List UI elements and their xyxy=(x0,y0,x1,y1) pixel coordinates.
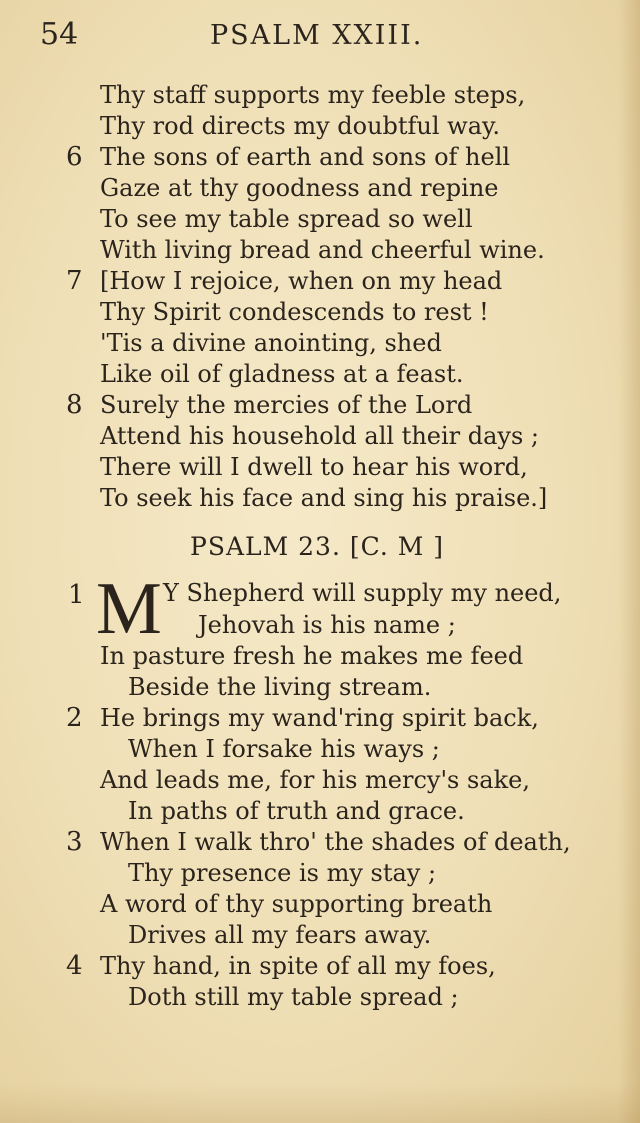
page-bottom-shadow xyxy=(0,1083,640,1123)
verse-line: There will I dwell to hear his word, xyxy=(100,453,528,481)
verse-line: Jehovah is his name ; xyxy=(198,611,456,639)
verse-number: 6 xyxy=(66,142,83,172)
verse-line: Like oil of gladness at a feast. xyxy=(100,360,464,388)
verse-number: 1 xyxy=(68,580,85,610)
verse-line: 'Tis a divine anointing, shed xyxy=(100,329,442,357)
verse-number: 7 xyxy=(66,266,83,296)
verse-line: Attend his household all their days ; xyxy=(100,422,540,450)
verse-line: He brings my wand'ring spirit back, xyxy=(100,704,539,732)
verse-number: 8 xyxy=(66,390,83,420)
page-number: 54 xyxy=(40,17,79,52)
first-line-text: Y Shepherd will supply my need, xyxy=(163,579,562,607)
verse-line: The sons of earth and sons of hell xyxy=(100,143,511,171)
verse-line: With living bread and cheerful wine. xyxy=(100,236,545,264)
verse-line: In paths of truth and grace. xyxy=(128,797,465,825)
verse-line: Surely the mercies of the Lord xyxy=(100,391,473,419)
running-head: PSALM XXIII. xyxy=(210,20,424,51)
verse-line: In pasture fresh he makes me feed xyxy=(100,642,524,670)
verse-number: 4 xyxy=(66,951,83,981)
verse-number: 2 xyxy=(66,703,83,733)
verse-line: To seek his face and sing his praise.] xyxy=(100,484,548,512)
verse-line: Thy presence is my stay ; xyxy=(128,859,437,887)
verse-line: Drives all my fears away. xyxy=(128,921,432,949)
verse-line: When I walk thro' the shades of death, xyxy=(100,828,571,856)
verse-number: 3 xyxy=(66,827,83,857)
verse-line: Beside the living stream. xyxy=(128,673,432,701)
psalm-heading: PSALM 23. [C. M ] xyxy=(190,532,445,561)
verse-line: [How I rejoice, when on my head xyxy=(100,267,503,295)
verse-line: Thy rod directs my doubtful way. xyxy=(100,112,501,140)
drop-cap: M xyxy=(96,568,162,650)
page-edge-shadow xyxy=(618,0,640,1123)
verse-line: Thy staff supports my feeble steps, xyxy=(100,81,526,109)
verse-line: And leads me, for his mercy's sake, xyxy=(100,766,530,794)
verse-line: Thy hand, in spite of all my foes, xyxy=(100,952,496,980)
verse-line: Thy Spirit condescends to rest ! xyxy=(100,298,489,326)
verse-line: A word of thy supporting breath xyxy=(100,890,493,918)
verse-line: Gaze at thy goodness and repine xyxy=(100,174,499,202)
verse-line: Doth still my table spread ; xyxy=(128,983,459,1011)
verse-line: When I forsake his ways ; xyxy=(128,735,440,763)
verse-line: To see my table spread so well xyxy=(100,205,473,233)
